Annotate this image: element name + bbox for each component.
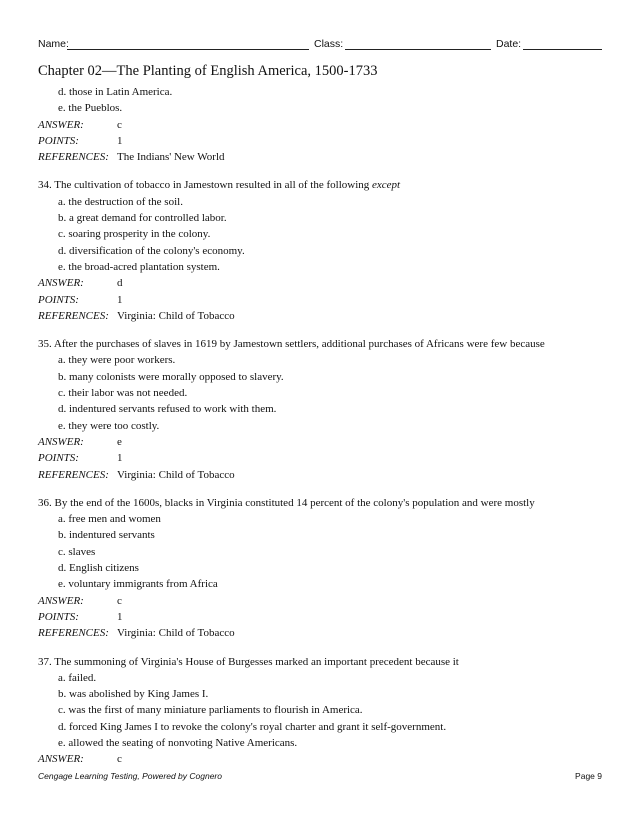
answer-value: c <box>117 753 122 766</box>
option-b: b. a great demand for controlled labor. <box>58 212 227 225</box>
question-stem: 36. By the end of the 1600s, blacks in Virginia constituted 14 percent of the colony's population and were mostly <box>38 496 535 509</box>
points-value: 1 <box>117 293 123 306</box>
option-e: e. the broad-acred plantation system. <box>58 260 220 273</box>
option-a: a. failed. <box>58 671 97 684</box>
option-d: d. indentured servants refused to work with them. <box>58 403 277 416</box>
option-e: e. allowed the seating of nonvoting Native Americans. <box>58 736 298 749</box>
references-label: REFERENCES: <box>38 151 109 164</box>
option-c: c. soaring prosperity in the colony. <box>58 228 211 241</box>
class-label: Class: <box>314 38 344 50</box>
points-row <box>38 609 602 625</box>
option-d: d. those in Latin America. <box>58 86 173 98</box>
page-number: Page 9 <box>575 771 602 781</box>
answer-value: e <box>117 435 122 448</box>
answer-value: c <box>117 118 122 131</box>
points-value: 1 <box>117 134 123 147</box>
question-34 <box>38 177 602 324</box>
references-label: REFERENCES: <box>38 468 109 481</box>
page-header <box>38 37 602 51</box>
option-a: a. free men and women <box>58 513 161 526</box>
stem-emphasis: except <box>372 179 401 192</box>
answer-row <box>38 434 602 450</box>
option-d: d. English citizens <box>58 562 139 575</box>
answer-label: ANSWER: <box>38 753 84 766</box>
date-field-line <box>523 49 602 50</box>
name-field-line <box>67 49 309 50</box>
references-value: Virginia: Child of Tobacco <box>117 627 235 640</box>
option-a: a. they were poor workers. <box>58 354 176 367</box>
answer-value: d <box>117 277 123 290</box>
references-label: REFERENCES: <box>38 309 109 322</box>
answer-value: c <box>117 594 122 607</box>
points-value: 1 <box>117 610 123 623</box>
option-c: c. their labor was not needed. <box>58 387 188 400</box>
class-field-line <box>345 49 491 50</box>
points-row <box>38 292 602 308</box>
question-37 <box>38 654 602 768</box>
option-b: b. many colonists were morally opposed to slavery. <box>58 370 284 383</box>
references-label: REFERENCES: <box>38 627 109 640</box>
points-label: POINTS: <box>38 134 79 147</box>
references-row <box>38 625 602 641</box>
question-33-continued <box>38 84 602 165</box>
references-row <box>38 467 602 483</box>
option-e: e. the Pueblos. <box>58 102 123 115</box>
option-c: c. slaves <box>58 545 96 558</box>
references-row <box>38 308 602 324</box>
references-value: Virginia: Child of Tobacco <box>117 309 235 322</box>
option-b: b. indentured servants <box>58 529 155 542</box>
question-stem: 37. The summoning of Virginia's House of Burgesses marked an important precedent because it <box>38 655 459 668</box>
references-row <box>38 149 602 165</box>
question-35 <box>38 336 602 483</box>
question-stem: 34. The cultivation of tobacco in Jamestown resulted in all of the following except <box>38 179 401 192</box>
option-d: d. forced King James I to revoke the colony's royal charter and grant it self-government. <box>58 720 447 733</box>
page-footer <box>38 769 602 783</box>
answer-label: ANSWER: <box>38 118 84 131</box>
points-value: 1 <box>117 452 123 465</box>
option-b: b. was abolished by King James I. <box>58 688 209 701</box>
references-value: Virginia: Child of Tobacco <box>117 468 235 481</box>
references-value: The Indians' New World <box>117 151 225 164</box>
question-36 <box>38 495 602 642</box>
option-c: c. was the first of many miniature parliaments to flourish in America. <box>58 704 363 717</box>
date-label: Date: <box>496 38 522 50</box>
answer-row <box>38 593 602 609</box>
answer-label: ANSWER: <box>38 594 84 607</box>
points-row <box>38 133 602 149</box>
footer-credit: Cengage Learning Testing, Powered by Cognero <box>38 771 222 781</box>
option-e: e. they were too costly. <box>58 419 160 432</box>
question-stem: 35. After the purchases of slaves in 1619 by Jamestown settlers, additional purchases of Africans were few because <box>38 338 545 351</box>
option-e: e. voluntary immigrants from Africa <box>58 578 218 591</box>
answer-row <box>38 275 602 291</box>
answer-row <box>38 751 602 767</box>
answer-row <box>38 117 602 133</box>
name-label: Name: <box>38 38 69 50</box>
points-row <box>38 450 602 466</box>
question-list <box>38 84 602 768</box>
answer-label: ANSWER: <box>38 277 84 290</box>
option-d: d. diversification of the colony's economy. <box>58 244 245 257</box>
points-label: POINTS: <box>38 610 79 623</box>
option-a: a. the destruction of the soil. <box>58 195 183 208</box>
chapter-title: Chapter 02—The Planting of English America, 1500-1733 <box>38 63 378 79</box>
answer-label: ANSWER: <box>38 435 84 448</box>
points-label: POINTS: <box>38 452 79 465</box>
points-label: POINTS: <box>38 293 79 306</box>
